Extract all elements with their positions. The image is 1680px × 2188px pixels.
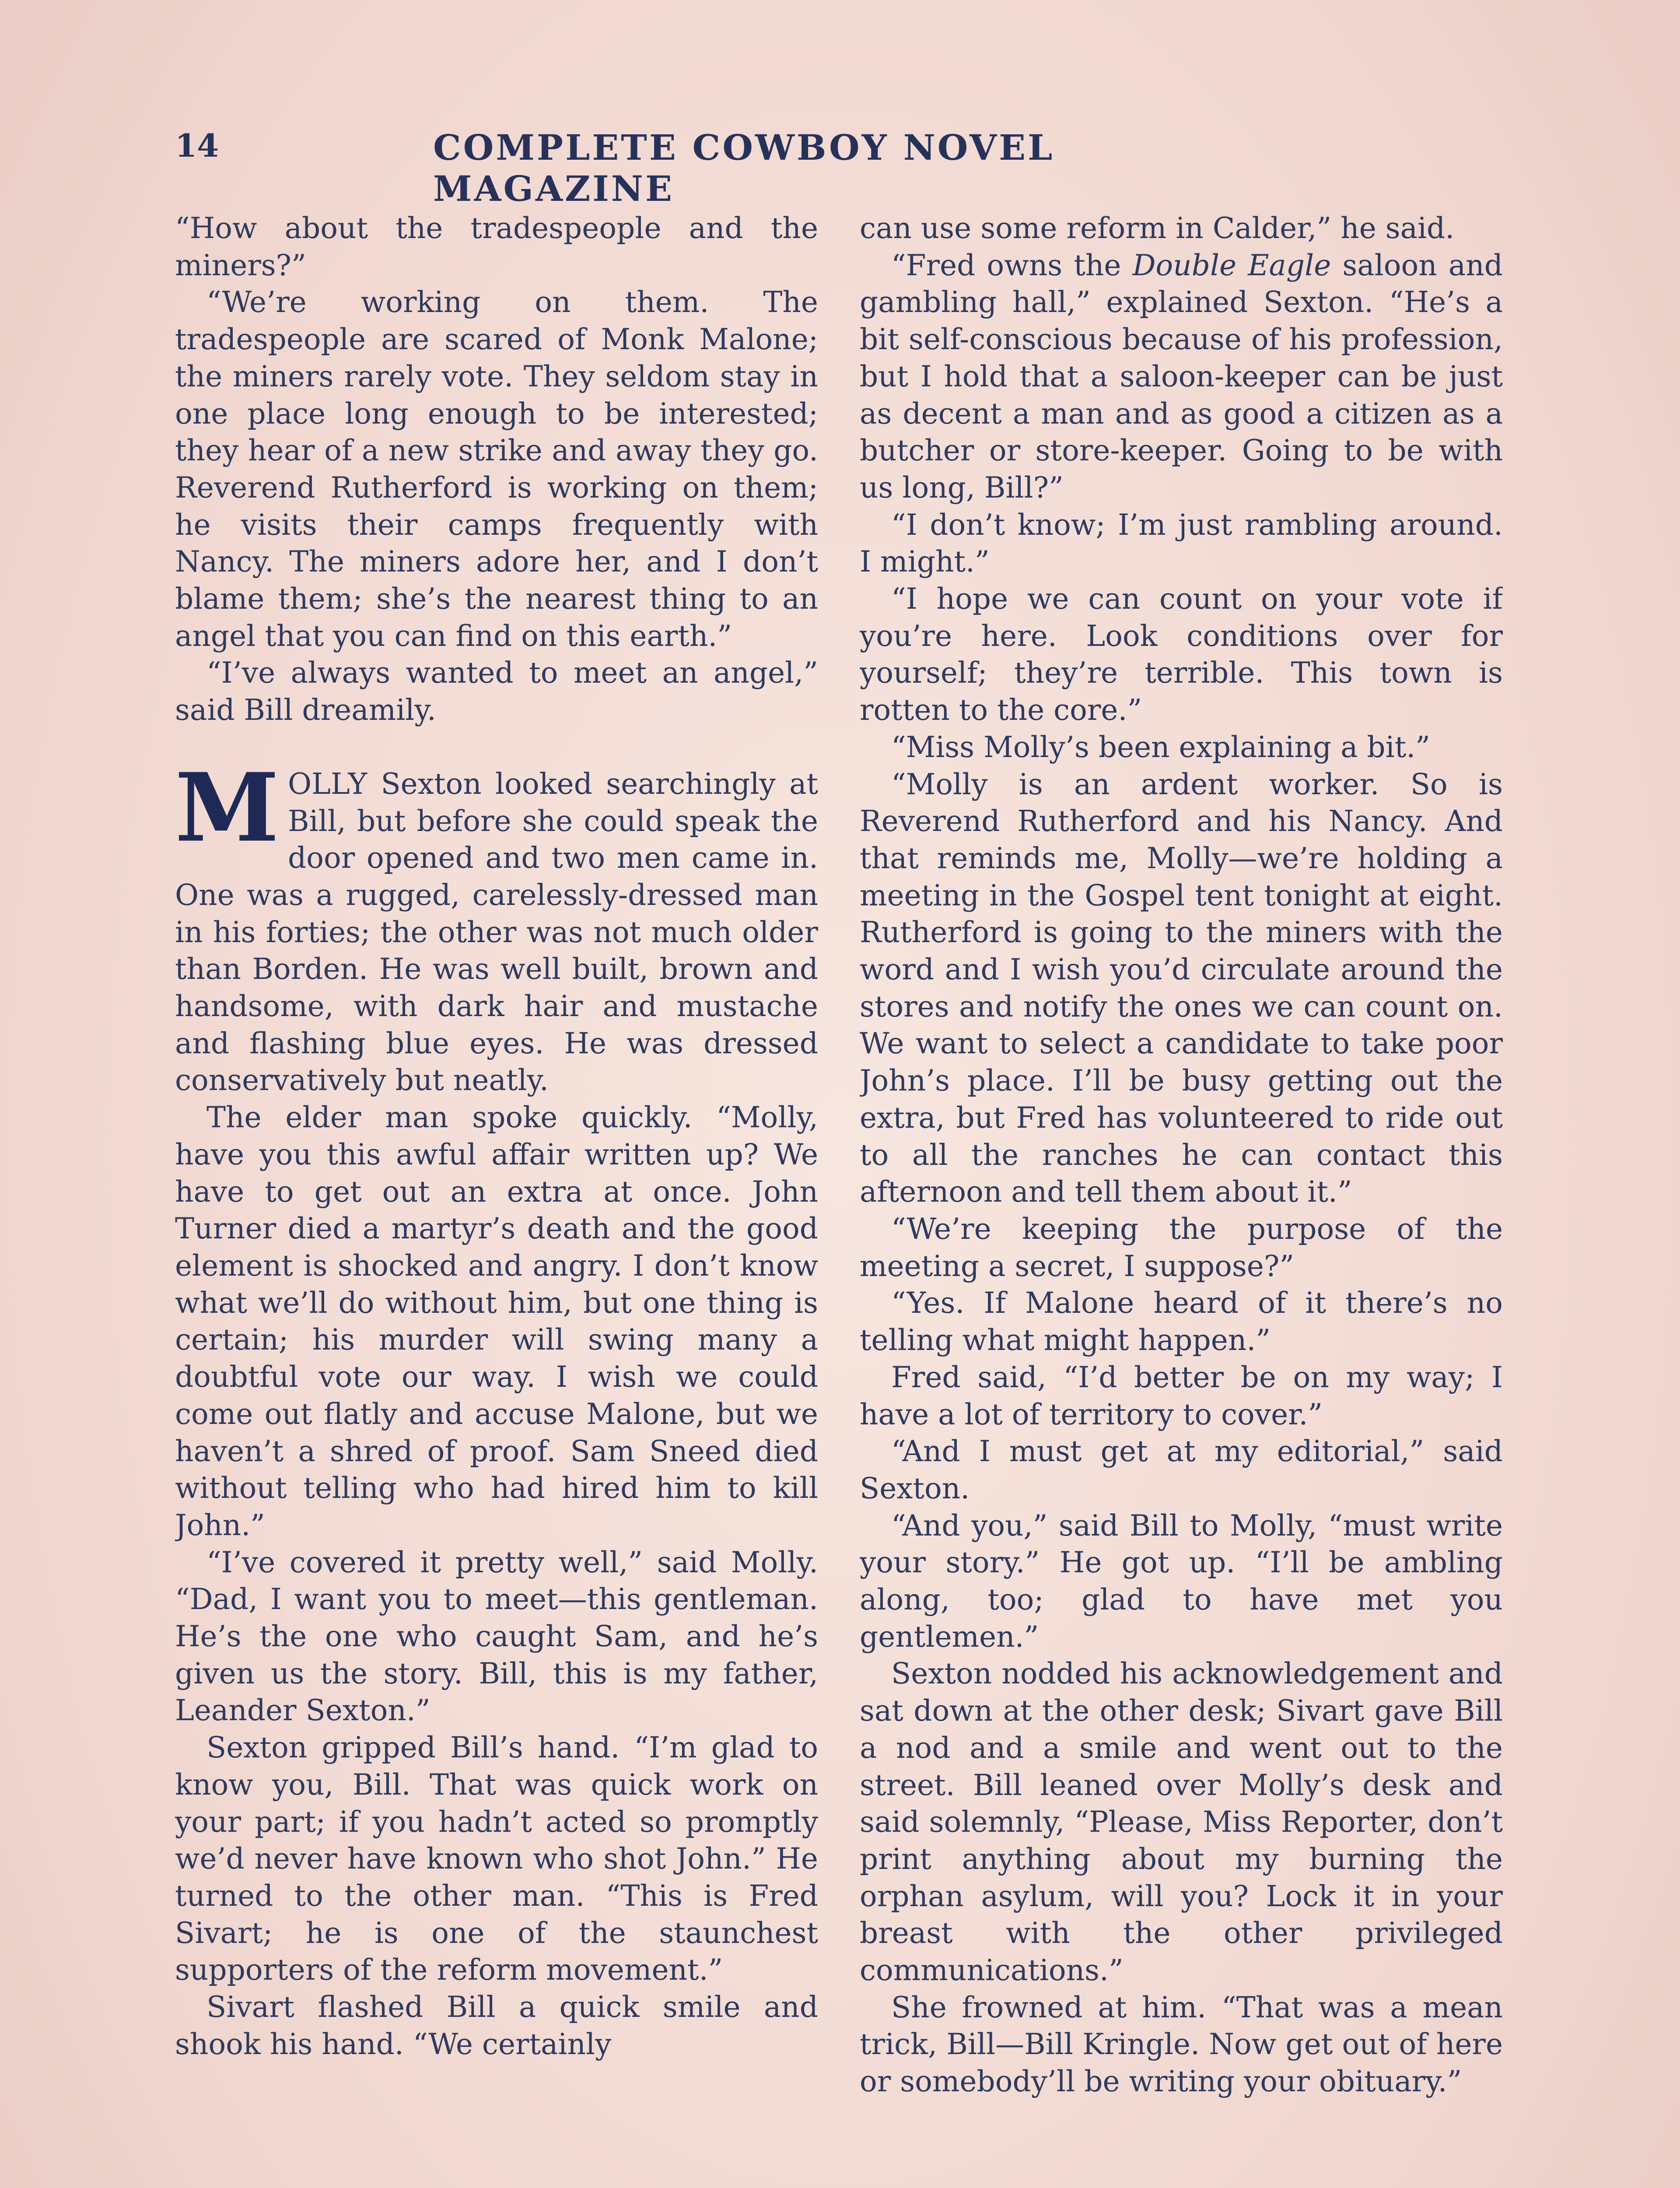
page-header [175, 127, 1299, 209]
saloon-name: Double Eagle [1132, 248, 1331, 282]
paragraph: Sexton nodded his acknowledgement and sat down at the other desk; Sivart gave Bill a nod and a smile and went out to the street. Bill leaned over Molly’s desk and said solemnly, “Please, Miss Reporter, don’t print anything about my burning the orphan asylum, will you? Lock it in your breast with the other privileged communications.” [860, 1657, 1503, 1988]
paragraph-text: saloon and gambling hall,” explained Sexton. “He’s a bit self-conscious because of his profession, but I hold that a saloon-keeper can be just as decent a man and as good a citizen as a butcher or store-keeper. Going to be with us long, Bill?” [860, 248, 1503, 505]
paragraph-text: “Fred owns the [891, 248, 1133, 282]
section-opening-paragraph [175, 752, 818, 1099]
page-number: 14 [175, 127, 219, 164]
paragraph: “Yes. If Malone heard of it there’s no telling what might happen.” [860, 1286, 1503, 1357]
paragraph: “I don’t know; I’m just rambling around. I might.” [860, 508, 1503, 579]
drop-cap: M [175, 752, 279, 863]
paragraph: “And I must get at my editorial,” said Sexton. [860, 1434, 1503, 1505]
paragraph: “And you,” said Bill to Molly, “must write your story.” He got up. “I’ll be ambling along, too; glad to have met you gentlemen.” [860, 1508, 1503, 1654]
paragraph: The elder man spoke quickly. “Molly, have you this awful affair written up? We have to get out an extra at once. John Turner died a martyr’s death and the good element is shocked and angry. I don’t know what we’ll do without him, but one thing is certain; his murder will swing many a doubtful vote our way. I wish we could come out flatly and accuse Malone, but we haven’t a shred of proof. Sam Sneed died without telling who had hired him to kill John.” [175, 1101, 818, 1542]
paragraph: “How about the tradespeople and the miners?” [175, 211, 818, 282]
paragraph: Sivart flashed Bill a quick smile and shook his hand. “We certainly [175, 1990, 818, 2061]
paragraph [860, 247, 1503, 507]
paragraph: “I hope we can count on your vote if you’re here. Look conditions over for yourself; they’re terrible. This town is rotten to the core.” [860, 582, 1503, 727]
right-column [860, 210, 1503, 2188]
paragraph: Sexton gripped Bill’s hand. “I’m glad to know you, Bill. That was quick work on your part; if you hadn’t acted so promptly we’d never have known who shot John.” He turned to the other man. “This is Fred Sivart; he is one of the staunchest supporters of the reform movement.” [175, 1731, 818, 1987]
running-head: COMPLETE COWBOY NOVEL MAGAZINE [433, 127, 1055, 209]
paragraph: “I’ve always wanted to meet an angel,” said Bill dreamily. [175, 656, 818, 727]
paragraph-text: Sexton looked searchingly at Bill, but before she could speak the door opened and two men came in. One was a rugged, carelessly-dressed man in his forties; the other was not much older than Borden. He was well built, brown and handsome, with dark hair and mustache and flashing blue eyes. He was dressed conservatively but neatly. [175, 767, 818, 1098]
left-column [175, 210, 818, 2188]
paragraph: “Molly is an ardent worker. So is Reverend Rutherford and his Nancy. And that reminds me, Molly—we’re holding a meeting in the Gospel tent tonight at eight. Rutherford is going to the miners with the word and I wish you’d circulate around the stores and notify the ones we can count on. We want to select a candidate to take poor John’s place. I’ll be busy getting out the extra, but Fred has volunteered to ride out to all the ranches he can contact this afternoon and tell them about it.” [860, 767, 1503, 1209]
paragraph: can use some reform in Calder,” he said. [860, 211, 1455, 245]
paragraph: “We’re working on them. The tradespeople are scared of Monk Malone; the miners rarely vote. They seldom stay in one place long enough to be interested; they hear of a new strike and away they go. Reverend Rutherford is working on them; he visits their camps frequently with Nancy. The miners adore her, and I don’t blame them; she’s the nearest thing to an angel that you can find on this earth.” [175, 285, 818, 653]
opening-word: OLLY [288, 767, 368, 801]
paragraph: She frowned at him. “That was a mean trick, Bill—Bill Kringle. Now get out of here or somebody’ll be writing your obituary.” [860, 1990, 1503, 2099]
paragraph: “Miss Molly’s been explaining a bit.” [891, 730, 1431, 764]
paragraph: Fred said, “I’d better be on my way; I have a lot of territory to cover.” [860, 1360, 1503, 1431]
paragraph: “We’re keeping the purpose of the meeting a secret, I suppose?” [860, 1212, 1503, 1283]
paragraph: “I’ve covered it pretty well,” said Molly. “Dad, I want you to meet—this gentleman. He’s the one who caught Sam, and he’s given us the story. Bill, this is my father, Leander Sexton.” [175, 1545, 818, 1728]
